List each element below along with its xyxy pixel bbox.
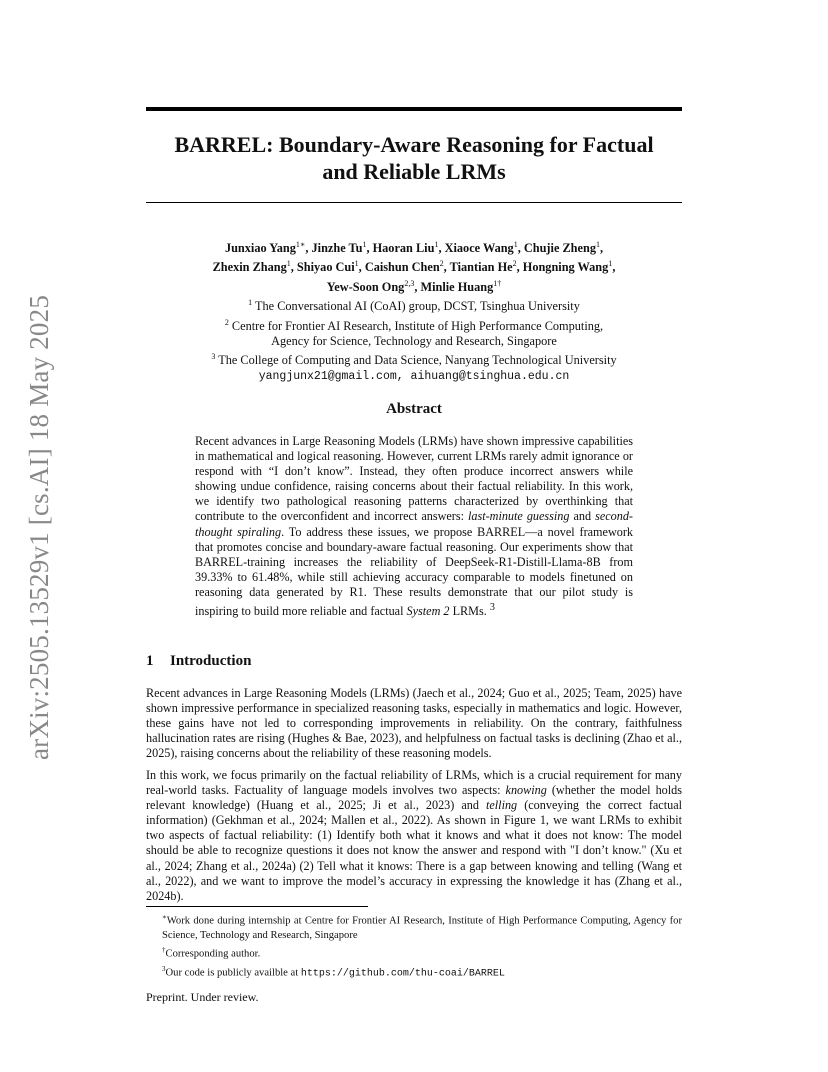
intro-paragraph-1: Recent advances in Large Reasoning Models (LRMs) (Jaech et al., 2024; Guo et al., 2025; Team, 2025) have shown impressive performance in specialized reasoning tasks, especially in mathematics and logic. However, these gains have not led to corresponding improvements in reliability. On the contrary, faithfulness hallucination rates are rising (Hughes & Bae, 2023), and helpfulness on factual tasks is declining (Zhao et al., 2025), raising concerns about the reliability of these reasoning models. bbox=[146, 686, 682, 761]
author-affil: 1 bbox=[286, 259, 291, 269]
intro-paragraph-2: In this work, we focus primarily on the factual reliability of LRMs, which is a crucial requirement for many real-world tasks. Factuality of language models involves two aspects: knowing (whether the model holds relevant knowledge) (Huang et al., 2025; Ji et al., 2023) and telling (conveying the correct factual information) (Gekhman et al., 2024; Mallen et al., 2022). As shown in Figure 1, we want LRMs to exhibit two aspects of factual reliability: (1) Identify both what it knows and what it does not know: The model should be able to recognize questions it does not know the answer and respond with "I don’t know." (Xu et al., 2024; Zhang et al., 2024a) (2) Tell what it knows: There is a gap between knowing and telling (Wang et al., 2022), and we want to improve the model’s accuracy in expressing the knowledge it has (Zhang et al., 2024b). bbox=[146, 768, 682, 903]
affiliation-2: $^2$ Centre for Frontier AI Research, Institute of High Performance Computing, bbox=[224, 317, 604, 333]
author-name: Xiaoce Wang bbox=[444, 241, 514, 256]
author-line-3: Yew-Soon Ong$^{2,3}$, Minlie Huang$^{1\dagger}$ bbox=[326, 278, 502, 294]
title-top-rule bbox=[146, 107, 682, 111]
author-affil: 1† bbox=[493, 278, 502, 288]
title-line-2: and Reliable LRMs bbox=[322, 159, 506, 184]
author-line-1: Junxiao Yang$^{1∗}$, Jinzhe Tu$^1$, Haoran Liu$^1$, Xiaoce Wang$^1$, Chujie Zheng$^1$, bbox=[224, 240, 604, 256]
footnote-ref[interactable]: 3 bbox=[489, 602, 495, 614]
author-affil: 2,3 bbox=[404, 278, 415, 288]
author-name: Zhexin Zhang bbox=[212, 260, 287, 275]
author-affil: 1∗ bbox=[295, 240, 306, 249]
footnote-3: $^3$Our code is publicly availble at https://github.com/thu-coai/BARREL bbox=[162, 964, 505, 980]
author-affil: 2 bbox=[439, 259, 444, 269]
contact-emails[interactable]: yangjunx21@gmail.com, aihuang@tsinghua.edu.cn bbox=[258, 369, 570, 383]
footnote-2: †Corresponding author. bbox=[162, 946, 261, 960]
author-affil: 1 bbox=[354, 259, 359, 269]
footnotes bbox=[146, 910, 682, 982]
author-name: Caishun Chen bbox=[364, 260, 440, 275]
author-name: Haoran Liu bbox=[372, 241, 435, 256]
paper-title bbox=[146, 131, 682, 185]
section-title: Introduction bbox=[170, 653, 252, 669]
footnote-rule bbox=[146, 906, 368, 907]
author-name: Tiantian He bbox=[449, 260, 513, 275]
arxiv-sidebar-stamp: arXiv:2505.13529v1 [cs.AI] 18 May 2025 bbox=[24, 294, 54, 760]
title-line-1: BARREL: Boundary-Aware Reasoning for Factual bbox=[174, 132, 654, 157]
author-line-2: Zhexin Zhang$^1$, Shiyao Cui$^1$, Caishun Chen$^2$, Tiantian He$^2$, Hongning Wang$^1$, bbox=[212, 259, 616, 275]
preprint-note: Preprint. Under review. bbox=[146, 990, 259, 1004]
author-name: Yew-Soon Ong bbox=[326, 279, 405, 294]
author-affil: 1 bbox=[362, 240, 367, 249]
author-name: Hongning Wang bbox=[522, 260, 609, 275]
author-affil: 1 bbox=[434, 240, 439, 249]
affiliation-1: $^1$ The Conversational AI (CoAI) group, DCST, Tsinghua University bbox=[248, 298, 580, 314]
author-name: Shiyao Cui bbox=[296, 260, 355, 275]
abstract-heading: Abstract bbox=[386, 401, 442, 417]
author-name: Minlie Huang bbox=[420, 279, 494, 294]
author-affil: 1 bbox=[513, 240, 518, 249]
affiliation-3: $^3$ The College of Computing and Data Science, Nanyang Technological University bbox=[211, 352, 617, 368]
footnote-1: ∗Work done during internship at Centre for Frontier AI Research, Institute of High Performance Computing, Agency for Science, Technology and Research, Singapore bbox=[162, 913, 682, 941]
abstract-text: Recent advances in Large Reasoning Models (LRMs) have shown impressive capabilities in mathematical and logical reasoning. However, current LRMs rarely admit ignorance or respond with “I don’t know”. Instead, they often produce incorrect answers while showing undue confidence, raising concerns about their factual reliability. In this work, we identify two pathological reasoning patterns characterized by overthinking that contribute to the overconfident and incorrect answers: last-minute guessing and second-thought spiraling. To address these issues, we propose BARREL—a novel framework that promotes concise and boundary-aware factual reasoning. Our experiments show that BARREL-training increases the reliability of DeepSeek-R1-Distill-Llama-8B from 39.33% to 61.48%, while still achieving accuracy comparable to models finetuned on reasoning data generated by R1. These results demonstrate that our pilot study is inspiring to build more reliable and factual System 2 LRMs. $^3$ bbox=[195, 434, 633, 619]
title-bottom-rule bbox=[146, 202, 682, 203]
author-block bbox=[146, 237, 682, 384]
section-number: 1 bbox=[146, 653, 154, 669]
author-affil: 1 bbox=[595, 240, 600, 249]
code-repo-link[interactable]: https://github.com/thu-coai/BARREL bbox=[300, 968, 505, 980]
author-affil: 2 bbox=[512, 259, 517, 269]
section-heading-introduction bbox=[146, 653, 251, 670]
affiliation-2-cont: Agency for Science, Technology and Research, Singapore bbox=[271, 333, 557, 348]
author-name: Chujie Zheng bbox=[523, 241, 596, 256]
author-affil: 1 bbox=[608, 259, 613, 269]
author-name: Junxiao Yang bbox=[224, 241, 296, 256]
author-name: Jinzhe Tu bbox=[311, 241, 363, 256]
